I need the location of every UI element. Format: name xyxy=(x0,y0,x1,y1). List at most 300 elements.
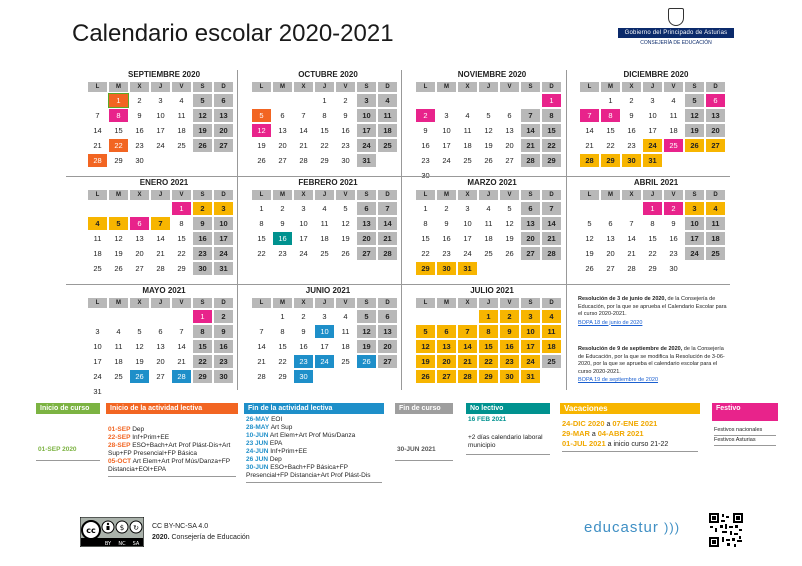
weekday-header: V xyxy=(172,190,191,200)
day-cell: 27 xyxy=(505,156,514,165)
day-cell: 29 xyxy=(114,156,123,165)
legend-no-lectivo xyxy=(466,403,550,455)
day-cell: 15 xyxy=(421,234,430,243)
day-cell: 7 xyxy=(259,327,264,336)
brand-name: educastur xyxy=(584,519,659,536)
day-cell: 12 xyxy=(252,124,271,137)
vacation-separator: a inicio curso 21-22 xyxy=(605,441,669,448)
day-cell: 15 xyxy=(320,126,329,135)
legend-fin-curso xyxy=(395,403,453,461)
weekday-header: M xyxy=(273,190,292,200)
day-cell: 15 xyxy=(114,126,123,135)
svg-text:cc: cc xyxy=(86,526,96,535)
day-cell: 28 xyxy=(521,154,540,167)
day-cell: 25 xyxy=(706,247,725,260)
day-cell: 26 xyxy=(357,355,376,368)
legend-text: Inf+Prim+EE xyxy=(132,434,170,441)
legend-date: 01-SEP 2020 xyxy=(38,446,77,453)
weekday-header: S xyxy=(521,298,540,308)
day-cell xyxy=(88,202,107,215)
day-cell: 14 xyxy=(93,126,102,135)
vacation-date: 29-MAR xyxy=(562,429,590,438)
day-cell: 5 xyxy=(357,310,376,323)
day-cell: 7 xyxy=(378,202,397,215)
day-cell: 25 xyxy=(177,141,186,150)
day-cell: 11 xyxy=(378,109,397,122)
day-cell: 17 xyxy=(521,340,540,353)
day-cell: 7 xyxy=(301,111,306,120)
day-cell: 22 xyxy=(177,249,186,258)
day-cell xyxy=(416,94,435,107)
day-cell: 6 xyxy=(437,325,456,338)
resolution-1 xyxy=(578,296,728,327)
day-cell: 3 xyxy=(357,94,376,107)
day-cell: 6 xyxy=(130,217,149,230)
day-cell: 23 xyxy=(627,141,636,150)
day-cell: 3 xyxy=(444,111,449,120)
weekday-header: S xyxy=(357,298,376,308)
day-cell: 9 xyxy=(423,126,428,135)
day-cell xyxy=(172,385,191,398)
day-cell: 16 xyxy=(135,126,144,135)
day-cell: 13 xyxy=(135,234,144,243)
day-cell: 4 xyxy=(343,312,348,321)
day-cell: 8 xyxy=(280,327,285,336)
day-cell: 21 xyxy=(585,141,594,150)
weekday-header: V xyxy=(336,190,355,200)
day-cell: 9 xyxy=(193,217,212,230)
weekday-header: S xyxy=(357,82,376,92)
day-cell: 28 xyxy=(458,370,477,383)
legend-row xyxy=(246,464,382,480)
weekday-header: D xyxy=(378,298,397,308)
day-cell xyxy=(315,370,334,383)
day-cell: 21 xyxy=(542,232,561,245)
day-cell: 6 xyxy=(357,202,376,215)
day-cell: 3 xyxy=(685,202,704,215)
day-cell: 3 xyxy=(650,96,655,105)
day-cell: 13 xyxy=(278,126,287,135)
day-cell: 19 xyxy=(114,249,123,258)
day-cell: 21 xyxy=(521,139,540,152)
month-3 xyxy=(580,70,732,169)
weekday-header: S xyxy=(357,190,376,200)
day-cell: 25 xyxy=(463,156,472,165)
weekday-header: J xyxy=(315,190,334,200)
day-cell: 7 xyxy=(151,217,170,230)
legend-text: Dep xyxy=(132,426,145,433)
day-cell: 15 xyxy=(479,340,498,353)
weekday-header: J xyxy=(643,190,662,200)
coat-of-arms-icon xyxy=(668,8,684,26)
legend-date: 28-MAY xyxy=(246,424,270,431)
day-cell: 31 xyxy=(458,262,477,275)
legend-row xyxy=(108,442,236,458)
day-cell: 9 xyxy=(343,111,348,120)
weekday-header: M xyxy=(273,82,292,92)
day-cell: 7 xyxy=(580,109,599,122)
day-cell: 19 xyxy=(341,234,350,243)
divider xyxy=(401,70,402,390)
day-cell xyxy=(601,202,620,215)
legend-date: 23 JUN xyxy=(246,440,269,447)
day-cell: 5 xyxy=(193,94,212,107)
day-cell: 17 xyxy=(214,232,233,245)
day-cell: 3 xyxy=(214,202,233,215)
month-10 xyxy=(416,286,568,385)
day-cell: 21 xyxy=(156,249,165,258)
weekday-header: V xyxy=(664,82,683,92)
weekday-header: M xyxy=(109,298,128,308)
resolution-text: de la Consejería de Educación, por la que se aprueba el Calendario Escolar para el curso 2020-2021. xyxy=(578,296,727,317)
day-cell: 2 xyxy=(280,204,285,213)
day-cell: 16 xyxy=(193,232,212,245)
weekday-header: L xyxy=(252,190,271,200)
day-cell: 20 xyxy=(156,357,165,366)
month-name: SEPTIEMBRE 2020 xyxy=(127,70,201,79)
day-cell: 27 xyxy=(156,372,165,381)
resolution-2 xyxy=(578,346,728,385)
day-cell: 8 xyxy=(259,219,264,228)
day-cell: 16 xyxy=(214,340,233,353)
day-cell: 28 xyxy=(542,247,561,260)
day-cell: 2 xyxy=(416,109,435,122)
day-cell: 12 xyxy=(357,325,376,338)
day-cell: 13 xyxy=(505,126,514,135)
day-cell: 24 xyxy=(315,355,334,368)
day-cell: 8 xyxy=(479,325,498,338)
weekday-header: J xyxy=(151,298,170,308)
weekday-header: X xyxy=(458,82,477,92)
legend-row xyxy=(246,416,382,424)
day-cell: 29 xyxy=(416,262,435,275)
divider xyxy=(66,284,730,285)
day-cell: 2 xyxy=(444,204,449,213)
day-cell: 29 xyxy=(278,372,287,381)
day-cell: 6 xyxy=(507,111,512,120)
day-cell: 10 xyxy=(214,217,233,230)
day-cell: 30 xyxy=(135,156,144,165)
weekday-header: M xyxy=(109,82,128,92)
weekday-header: D xyxy=(706,190,725,200)
day-cell: 19 xyxy=(484,141,493,150)
day-cell: 11 xyxy=(177,111,186,120)
day-cell: 1 xyxy=(259,204,264,213)
day-cell: 11 xyxy=(669,111,678,120)
day-cell xyxy=(458,310,477,323)
legend-vacaciones xyxy=(560,403,700,454)
day-cell xyxy=(357,370,376,383)
day-cell: 12 xyxy=(341,219,350,228)
day-cell: 21 xyxy=(177,357,186,366)
day-cell xyxy=(214,385,233,398)
day-cell: 16 xyxy=(341,126,350,135)
day-cell: 29 xyxy=(648,264,657,273)
day-cell: 12 xyxy=(193,109,212,122)
day-cell: 17 xyxy=(93,357,102,366)
day-cell: 23 xyxy=(669,249,678,258)
day-cell: 14 xyxy=(627,234,636,243)
day-cell: 4 xyxy=(706,202,725,215)
day-cell: 16 xyxy=(627,126,636,135)
cc-license-badge-icon xyxy=(80,517,144,547)
government-name: Gobierno del Principado de Asturias xyxy=(618,28,734,38)
day-cell: 6 xyxy=(158,327,163,336)
day-cell: 10 xyxy=(685,217,704,230)
day-cell: 15 xyxy=(606,126,615,135)
day-cell: 15 xyxy=(193,340,212,353)
day-cell: 24 xyxy=(643,139,662,152)
day-cell: 25 xyxy=(114,372,123,381)
day-cell: 11 xyxy=(114,342,123,351)
weekday-header: J xyxy=(479,82,498,92)
legend-title: Vacaciones xyxy=(560,403,700,414)
month-0 xyxy=(88,70,240,169)
cc-by: BY xyxy=(104,541,112,547)
weekday-header: X xyxy=(130,82,149,92)
day-cell: 1 xyxy=(479,310,498,323)
day-cell: 14 xyxy=(521,124,540,137)
day-cell: 24 xyxy=(93,372,102,381)
day-cell: 9 xyxy=(214,325,233,338)
day-cell: 25 xyxy=(93,264,102,273)
day-cell: 18 xyxy=(484,234,493,243)
weekday-header: L xyxy=(88,82,107,92)
day-cell: 10 xyxy=(648,111,657,120)
day-cell xyxy=(521,262,540,275)
weekday-header: V xyxy=(500,190,519,200)
weekday-header: D xyxy=(542,82,561,92)
weekday-header: J xyxy=(479,298,498,308)
day-cell xyxy=(580,94,599,107)
day-cell: 4 xyxy=(378,94,397,107)
day-cell: 15 xyxy=(278,342,287,351)
day-cell: 29 xyxy=(479,370,498,383)
day-cell xyxy=(252,94,271,107)
day-cell: 31 xyxy=(214,262,233,275)
day-cell xyxy=(479,94,498,107)
legend-text: Art Elem+Art Prof Mús/Danza+FP Distancia+EOI+EPA xyxy=(108,458,230,473)
day-cell: 17 xyxy=(357,124,376,137)
bopa-link[interactable]: BOPA 18 de junio de 2020 xyxy=(578,319,643,326)
day-cell: 20 xyxy=(521,232,540,245)
day-cell: 26 xyxy=(341,249,350,258)
weekday-header: M xyxy=(109,190,128,200)
day-cell: 23 xyxy=(214,355,233,368)
qr-code-icon xyxy=(708,512,744,548)
day-cell: 20 xyxy=(437,355,456,368)
day-cell xyxy=(151,154,170,167)
weekday-header: D xyxy=(214,82,233,92)
day-cell: 23 xyxy=(278,249,287,258)
day-cell: 2 xyxy=(500,310,519,323)
day-cell: 14 xyxy=(177,342,186,351)
vacation-separator: a xyxy=(589,431,598,438)
weekday-header: D xyxy=(542,298,561,308)
day-cell: 1 xyxy=(172,202,191,215)
day-cell: 24 xyxy=(299,249,308,258)
day-cell: 5 xyxy=(507,204,512,213)
page-title: Calendario escolar 2020-2021 xyxy=(72,20,394,47)
day-cell: 19 xyxy=(193,124,212,137)
day-cell: 28 xyxy=(378,247,397,260)
day-cell xyxy=(130,202,149,215)
day-cell: 20 xyxy=(606,249,615,258)
legend-date: 30-JUN 2021 xyxy=(397,446,436,453)
weekday-header: D xyxy=(214,190,233,200)
day-cell: 5 xyxy=(416,325,435,338)
day-cell: 29 xyxy=(601,154,620,167)
day-cell: 6 xyxy=(378,310,397,323)
legend-date: 24-JUN xyxy=(246,448,269,455)
day-cell: 28 xyxy=(627,264,636,273)
month-4 xyxy=(88,178,240,277)
day-cell: 27 xyxy=(521,247,540,260)
day-cell xyxy=(88,94,107,107)
day-cell: 18 xyxy=(177,126,186,135)
day-cell: 31 xyxy=(93,387,102,396)
day-cell: 14 xyxy=(299,126,308,135)
day-cell: 23 xyxy=(294,355,313,368)
weekday-header: M xyxy=(601,82,620,92)
weekday-header: V xyxy=(172,82,191,92)
weekday-header: S xyxy=(193,298,212,308)
weekday-header: X xyxy=(458,298,477,308)
day-cell: 28 xyxy=(580,154,599,167)
day-cell: 2 xyxy=(343,96,348,105)
day-cell: 10 xyxy=(93,342,102,351)
day-cell: 9 xyxy=(137,111,142,120)
day-cell: 25 xyxy=(664,139,683,152)
day-cell: 21 xyxy=(93,141,102,150)
day-cell: 7 xyxy=(629,219,634,228)
day-cell: 21 xyxy=(299,141,308,150)
day-cell: 21 xyxy=(627,249,636,258)
day-cell xyxy=(479,262,498,275)
legend-title: Inicio de curso xyxy=(36,403,100,414)
legend-text: Art Sup xyxy=(270,424,293,431)
day-cell: 10 xyxy=(357,109,376,122)
day-cell: 24 xyxy=(156,141,165,150)
day-cell: 30 xyxy=(437,262,456,275)
day-cell: 20 xyxy=(135,249,144,258)
month-name: NOVIEMBRE 2020 xyxy=(457,70,527,79)
day-cell: 24 xyxy=(521,355,540,368)
vacation-row xyxy=(562,440,698,449)
legend-title: Festivo xyxy=(712,403,778,421)
month-name: FEBRERO 2021 xyxy=(298,178,358,187)
day-cell: 20 xyxy=(278,141,287,150)
day-cell: 18 xyxy=(320,234,329,243)
day-cell: 7 xyxy=(95,111,100,120)
legend-row xyxy=(246,440,382,448)
day-cell: 16 xyxy=(421,141,430,150)
day-cell: 26 xyxy=(114,264,123,273)
weekday-header: J xyxy=(151,190,170,200)
day-cell: 15 xyxy=(648,234,657,243)
day-cell: 10 xyxy=(463,219,472,228)
legend-date: 22-SEP xyxy=(108,434,131,441)
day-cell: 3 xyxy=(301,204,306,213)
day-cell: 10 xyxy=(315,325,334,338)
day-cell: 16 xyxy=(669,234,678,243)
weekday-header: L xyxy=(88,298,107,308)
cc-nc: NC xyxy=(118,541,126,547)
weekday-header: J xyxy=(315,82,334,92)
day-cell: 21 xyxy=(458,355,477,368)
day-cell: 28 xyxy=(88,154,107,167)
day-cell xyxy=(521,94,540,107)
legend-date: 26 JUN xyxy=(246,456,269,463)
day-cell: 22 xyxy=(421,249,430,258)
day-cell xyxy=(130,310,149,323)
day-cell: 27 xyxy=(278,156,287,165)
legend-title: Inicio de la actividad lectiva xyxy=(106,403,238,414)
month-8 xyxy=(88,286,240,400)
day-cell xyxy=(88,310,107,323)
day-cell: 11 xyxy=(484,219,493,228)
day-cell: 6 xyxy=(706,94,725,107)
day-cell: 8 xyxy=(179,219,184,228)
license-text xyxy=(152,521,250,543)
day-cell: 22 xyxy=(479,355,498,368)
day-cell xyxy=(500,94,519,107)
svg-text:$: $ xyxy=(119,524,125,532)
day-cell: 20 xyxy=(357,232,376,245)
weekday-header: L xyxy=(580,82,599,92)
day-cell: 29 xyxy=(177,264,186,273)
day-cell xyxy=(193,154,212,167)
day-cell: 6 xyxy=(608,219,613,228)
day-cell: 26 xyxy=(416,370,435,383)
weekday-header: M xyxy=(437,190,456,200)
day-cell: 11 xyxy=(463,126,472,135)
day-cell xyxy=(542,262,561,275)
weekday-header: D xyxy=(542,190,561,200)
day-cell: 8 xyxy=(322,111,327,120)
resolution-title: Resolución de 3 de junio de 2020, xyxy=(578,296,667,302)
day-cell: 22 xyxy=(320,141,329,150)
day-cell: 16 xyxy=(273,232,292,245)
day-cell: 12 xyxy=(114,234,123,243)
weekday-header: V xyxy=(172,298,191,308)
day-cell: 30 xyxy=(622,154,641,167)
day-cell xyxy=(664,154,683,167)
day-cell xyxy=(458,94,477,107)
day-cell: 6 xyxy=(280,111,285,120)
day-cell: 30 xyxy=(193,262,212,275)
day-cell: 30 xyxy=(500,370,519,383)
month-1 xyxy=(252,70,404,169)
day-cell: 12 xyxy=(505,219,514,228)
day-cell: 20 xyxy=(378,340,397,353)
day-cell: 4 xyxy=(542,310,561,323)
signal-icon: ))) xyxy=(664,520,681,535)
day-cell xyxy=(172,310,191,323)
day-cell: 24 xyxy=(357,139,376,152)
day-cell: 9 xyxy=(280,219,285,228)
day-cell: 5 xyxy=(587,219,592,228)
day-cell xyxy=(416,310,435,323)
day-cell: 27 xyxy=(706,139,725,152)
day-cell xyxy=(172,154,191,167)
weekday-header: S xyxy=(685,82,704,92)
day-cell: 28 xyxy=(172,370,191,383)
day-cell: 26 xyxy=(130,370,149,383)
divider xyxy=(566,70,567,390)
bopa-link[interactable]: BOPA 19 de septiembre de 2020 xyxy=(578,377,659,383)
day-cell: 8 xyxy=(109,109,128,122)
